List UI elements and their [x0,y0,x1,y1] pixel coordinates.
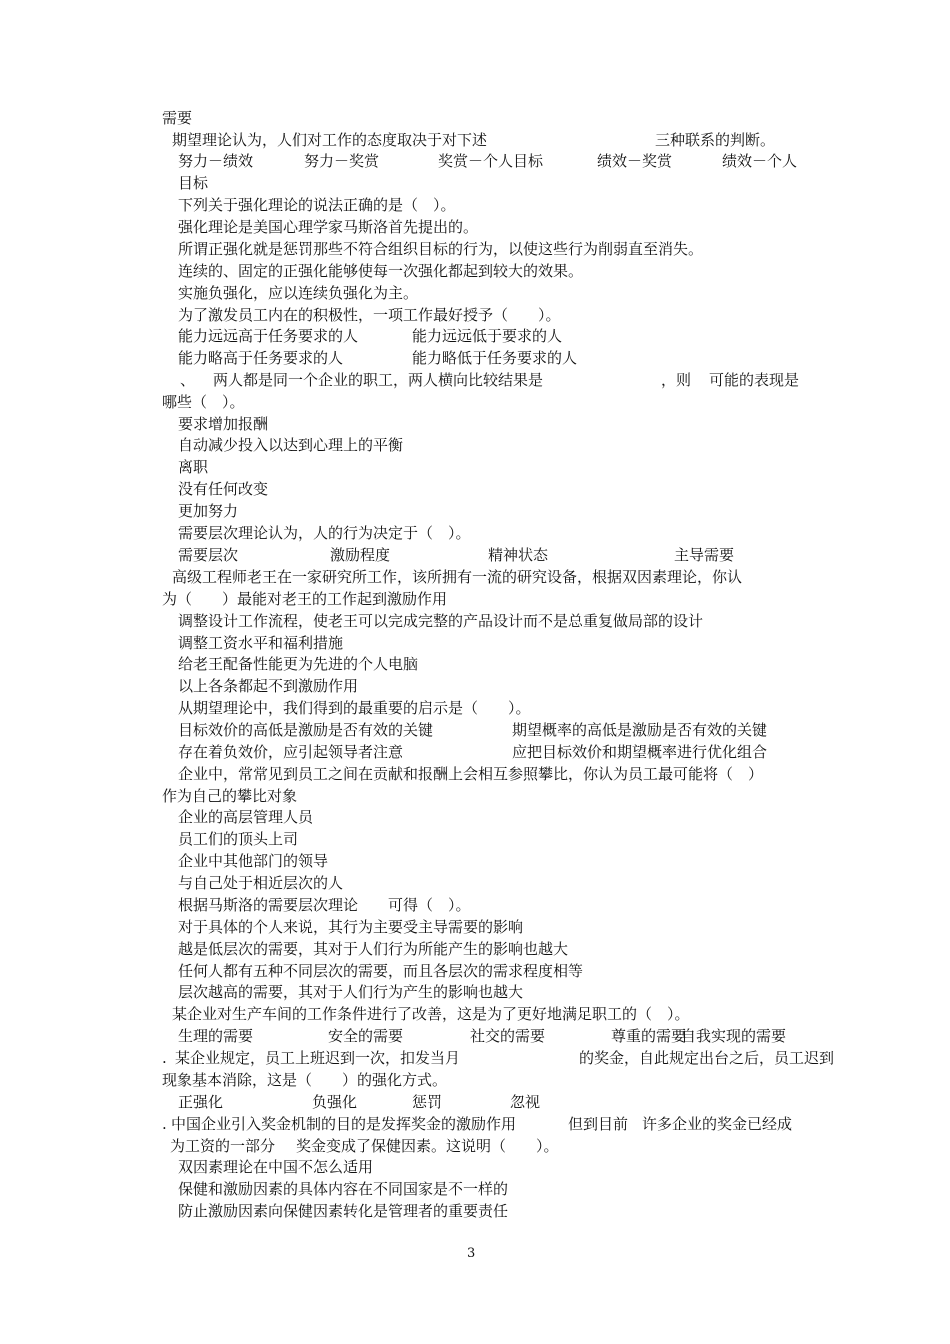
text-line-45-part-0: 正强化 [178,1093,224,1111]
text-line-43-part-1: 某企业规定，员工上班迟到一次，扣发当月 [175,1049,461,1067]
text-line-9: 为了激发员工内在的积极性，一项工作最好授予（ ）。 [178,306,561,324]
text-line-47-part-0: 为工资的一部分 [170,1137,276,1155]
text-line-10-part-1: 能力远远低于要求的人 [412,327,563,345]
page-number: 3 [467,1246,476,1261]
text-line-26: 以上各条都起不到激励作用 [178,677,359,695]
text-line-46-part-3: 许多企业的奖金已经成 [642,1115,793,1133]
text-line-19: 需要层次理论认为，人的行为决定于（ ）。 [178,524,471,542]
text-line-42-part-1: 安全的需要 [328,1027,404,1045]
text-line-8: 实施负强化，应以连续负强化为主。 [178,284,419,302]
text-line-35: 与自己处于相近层次的人 [178,874,344,892]
text-line-2-part-3: 绩效－奖赏 [597,152,673,170]
text-line-46-part-1: 中国企业引入奖金机制的目的是发挥奖金的激励作用 [171,1115,517,1133]
text-line-30: 企业中，常常见到员工之间在贡献和报酬上会相互参照攀比，你认为员工最可能将（ ） [178,765,764,783]
text-line-2-part-2: 奖赏－个人目标 [438,152,544,170]
text-line-42-part-4: 自我实现的需要 [681,1027,787,1045]
text-line-10-part-0: 能力远远高于任务要求的人 [178,327,359,345]
text-line-38: 越是低层次的需要，其对于人们行为所能产生的影响也越大 [178,940,569,958]
text-line-15: 自动减少投入以达到心理上的平衡 [178,436,404,454]
text-line-3: 目标 [178,174,209,192]
text-line-40: 层次越高的需要，其对于人们行为产生的影响也越大 [178,983,524,1001]
text-line-11-part-0: 能力略高于任务要求的人 [178,349,344,367]
text-line-42-part-3: 尊重的需要 [611,1027,687,1045]
text-line-43-part-0: . [162,1049,167,1067]
text-line-24: 调整工资水平和福利措施 [178,634,344,652]
text-line-31: 作为自己的攀比对象 [162,787,298,805]
text-line-32: 企业的高层管理人员 [178,808,314,826]
text-line-2-part-1: 努力－奖赏 [304,152,380,170]
text-line-2-part-4: 绩效－个人 [722,152,798,170]
text-line-45-part-3: 忽视 [510,1093,541,1111]
text-line-20-part-1: 激励程度 [330,546,391,564]
text-line-41: 某企业对生产车间的工作条件进行了改善，这是为了更好地满足职工的（ ）。 [172,1005,690,1023]
text-line-12-part-3: 可能的表现是 [709,371,800,389]
text-line-20-part-2: 精神状态 [488,546,549,564]
text-line-28-part-1: 期望概率的高低是激励是否有效的关键 [512,721,768,739]
text-line-37: 对于具体的个人来说，其行为主要受主导需要的影响 [178,918,524,936]
text-line-48: 双因素理论在中国不怎么适用 [178,1158,374,1176]
text-line-13: 哪些（ ）。 [162,393,245,411]
text-line-11-part-1: 能力略低于任务要求的人 [412,349,578,367]
text-line-1-part-0: 期望理论认为，人们对工作的态度取决于对下述 [172,131,488,149]
text-line-4: 下列关于强化理论的说法正确的是（ ）。 [178,196,456,214]
text-line-23: 调整设计工作流程，使老王可以完成完整的产品设计而不是总重复做局部的设计 [178,612,704,630]
text-line-45-part-2: 惩罚 [412,1093,443,1111]
text-line-28-part-0: 目标效价的高低是激励是否有效的关键 [178,721,434,739]
text-line-46-part-0: . [162,1115,167,1133]
text-line-45-part-1: 负强化 [312,1093,358,1111]
text-line-2-part-0: 努力－绩效 [178,152,254,170]
text-line-50: 防止激励因素向保健因素转化是管理者的重要责任 [178,1202,509,1220]
text-line-14: 要求增加报酬 [178,415,269,433]
text-line-12-part-0: 、 [180,371,196,389]
text-line-16: 离职 [178,458,209,476]
text-line-25: 给老王配备性能更为先进的个人电脑 [178,655,419,673]
text-line-42-part-2: 社交的需要 [470,1027,546,1045]
text-line-12-part-2: ，则 [661,371,692,389]
text-line-5: 强化理论是美国心理学家马斯洛首先提出的。 [178,218,479,236]
text-line-42-part-0: 生理的需要 [178,1027,254,1045]
text-line-29-part-1: 应把目标效价和期望概率进行优化组合 [512,743,768,761]
text-line-1-part-1: 三种联系的判断。 [655,131,776,149]
text-line-34: 企业中其他部门的领导 [178,852,329,870]
text-line-27: 从期望理论中，我们得到的最重要的启示是（ ）。 [178,699,531,717]
text-line-18: 更加努力 [178,502,239,520]
text-line-29-part-0: 存在着负效价，应引起领导者注意 [178,743,404,761]
text-line-46-part-2: 但到目前 [568,1115,629,1133]
text-line-0: 需要 [162,109,193,127]
text-line-21: 高级工程师老王在一家研究所工作，该所拥有一流的研究设备，根据双因素理论，你认 [172,568,743,586]
text-line-22: 为（ ）最能对老王的工作起到激励作用 [162,590,448,608]
text-line-17: 没有任何改变 [178,480,269,498]
text-line-20-part-3: 主导需要 [674,546,735,564]
text-line-20-part-0: 需要层次 [178,546,239,564]
text-line-39: 任何人都有五种不同层次的需要，而且各层次的需求程度相等 [178,962,584,980]
text-line-47-part-1: 奖金变成了保健因素。这说明（ ）。 [296,1137,559,1155]
text-line-12-part-1: 两人都是同一个企业的职工，两人横向比较结果是 [213,371,544,389]
text-line-44: 现象基本消除，这是（ ）的强化方式。 [162,1071,448,1089]
text-line-49: 保健和激励因素的具体内容在不同国家是不一样的 [178,1180,509,1198]
text-line-33: 员工们的顶头上司 [178,830,299,848]
text-line-36-part-0: 根据马斯洛的需要层次理论 [178,896,359,914]
text-line-36-part-1: 可得（ ）。 [388,896,471,914]
text-line-6: 所谓正强化就是惩罚那些不符合组织目标的行为，以使这些行为削弱直至消失。 [178,240,704,258]
text-line-7: 连续的、固定的正强化能够使每一次强化都起到较大的效果。 [178,262,584,280]
text-line-43-part-2: 的奖金，自此规定出台之后，员工迟到 [579,1049,835,1067]
